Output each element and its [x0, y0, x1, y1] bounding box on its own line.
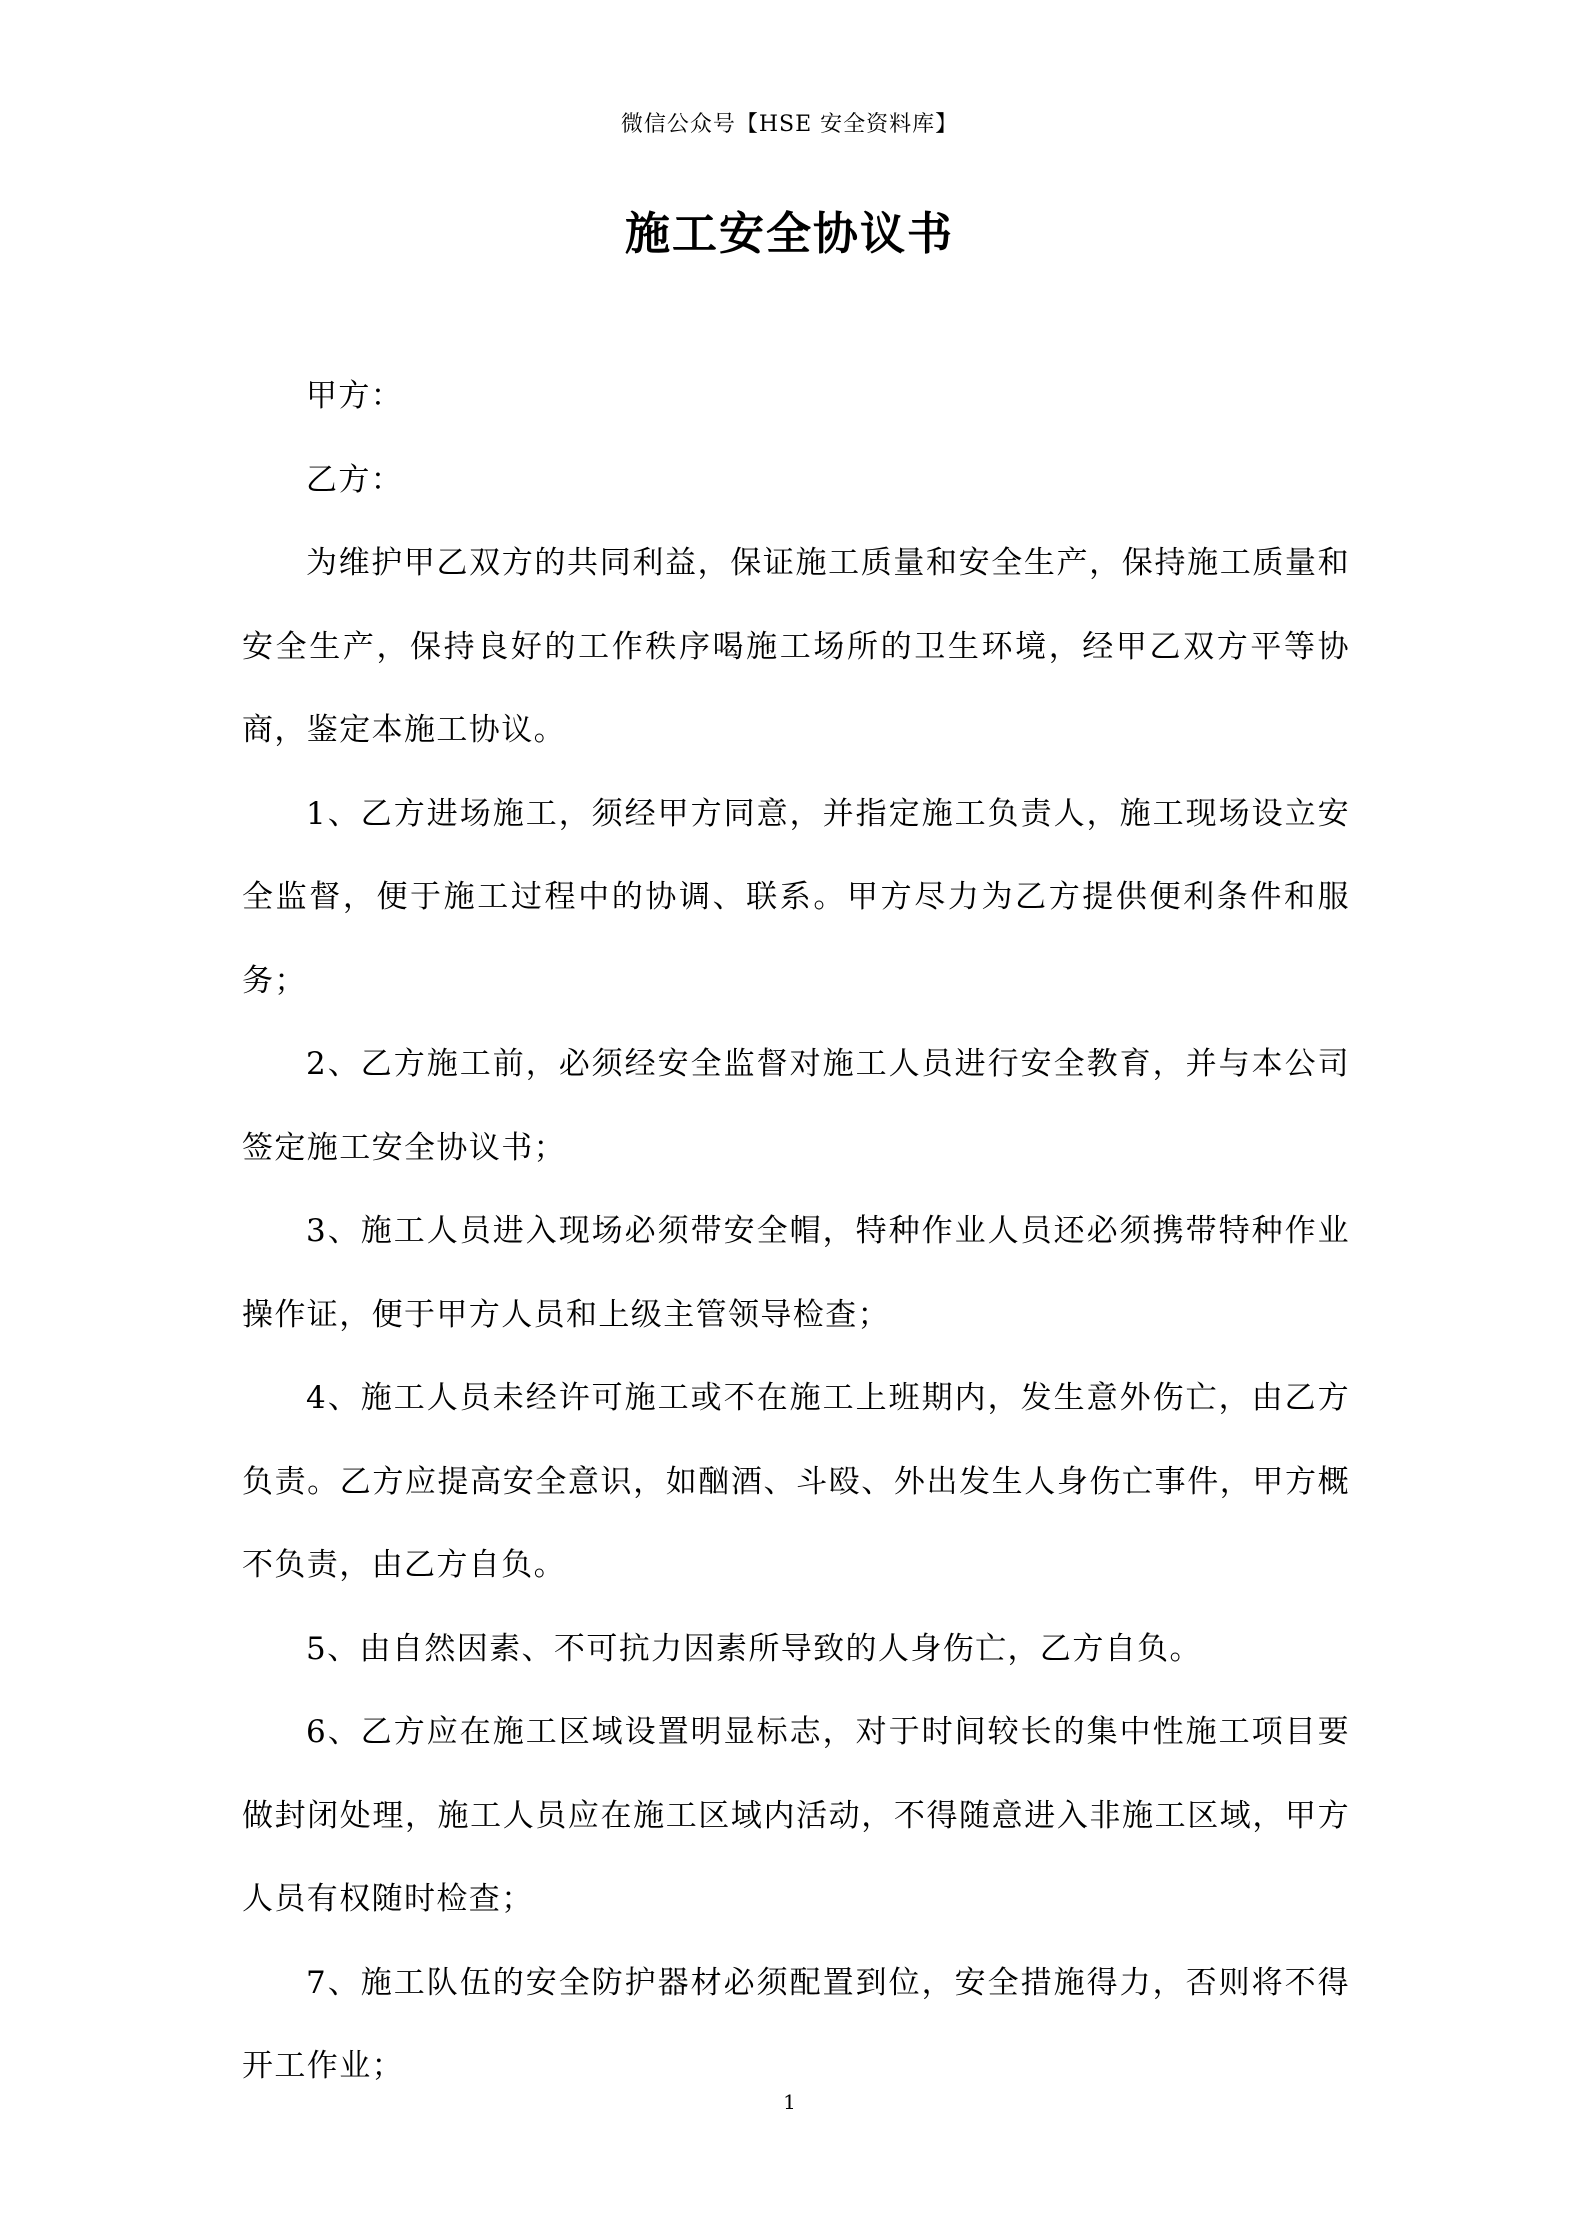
clause-5: 5、由自然因素、不可抗力因素所导致的人身伤亡，乙方自负。: [306, 1630, 1202, 1667]
clause-2: 2、乙方施工前，必须经安全监督对施工人员进行安全教育，并与本公司签定施工安全协议书；: [242, 1046, 1350, 1166]
document-title: 施工安全协议书: [624, 207, 954, 260]
document-body: [242, 355, 1350, 2109]
header-note: 微信公众号【HSE 安全资料库】: [620, 112, 959, 137]
party-a-label: 甲方：: [306, 378, 404, 414]
clause-7: 7、施工队伍的安全防护器材必须配置到位，安全措施得力，否则将不得开工作业；: [242, 1964, 1350, 2084]
clause-6: 6、乙方应在施工区域设置明显标志，对于时间较长的集中性施工项目要做封闭处理，施工人员应在施工区域内活动，不得随意进入非施工区域，甲方人员有权随时检查；: [242, 1714, 1350, 1917]
clause-4: 4、施工人员未经许可施工或不在施工上班期内，发生意外伤亡，由乙方负责。乙方应提高安全意识，如酗酒、斗殴、外出发生人身伤亡事件，甲方概不负责，由乙方自负。: [242, 1380, 1350, 1583]
clause-1: 1、乙方进场施工，须经甲方同意，并指定施工负责人，施工现场设立安全监督，便于施工过程中的协调、联系。甲方尽力为乙方提供便利条件和服务；: [242, 795, 1350, 999]
clause-3: 3、施工人员进入现场必须带安全帽，特种作业人员还必须携带特种作业操作证，便于甲方人员和上级主管领导检查；: [242, 1213, 1350, 1333]
page-number: 1: [783, 2090, 796, 2114]
preamble-paragraph: 为维护甲乙双方的共同利益，保证施工质量和安全生产，保持施工质量和安全生产，保持良好的工作秩序喝施工场所的卫生环境，经甲乙双方平等协商，鉴定本施工协议。: [242, 545, 1350, 748]
party-b-label: 乙方：: [306, 461, 404, 498]
